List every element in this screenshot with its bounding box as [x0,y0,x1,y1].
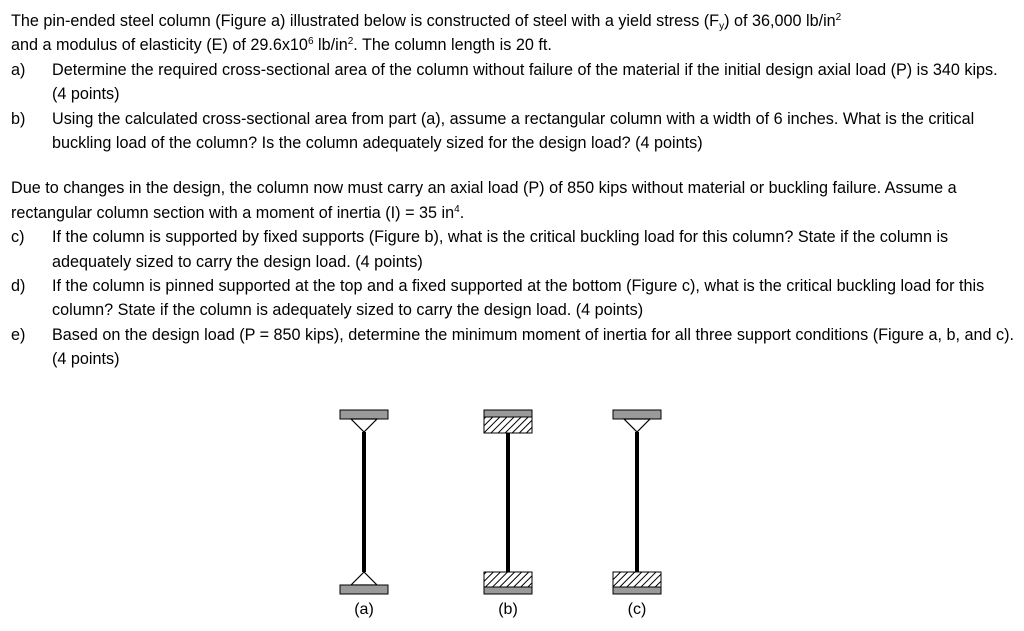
bottom-fixed-support [613,572,661,587]
part-a-text: Determine the required cross-sectional area of the column without failure of the material if the initial design axial load (P) is 340 kips. (4 points) [52,60,998,104]
unit-exponent: 2 [835,12,842,23]
top-pin-plate [613,410,661,419]
figure-a-pinned-column [340,410,388,618]
part-e-label: e) [11,325,26,344]
part-d-text: If the column is pinned supported at the top and a fixed supported at the bottom (Figure c), what is the critical buckling load for this column? State if the column is adequately sized to carry the design load. (4 points) [52,277,985,320]
part-b [11,107,1016,156]
bottom-pin-triangle [351,572,377,585]
intro-text-2: ) of 36,000 lb/in [724,12,836,30]
intro-text-4: lb/in [313,36,348,55]
yield-subscript: y [719,21,725,32]
intro-text-1: The pin-ended steel column (Figure a) illustrated below is constructed of steel with a yield stress (F [11,12,720,30]
design-change-text: Due to changes in the design, the column now must carry an axial load (P) of 850 kips without material or buckling failure. Assume a rectangular column section with a moment of inertia (I) = 35 in [11,179,957,222]
figure-c-caption: (c) [627,601,647,618]
part-b-label: b) [11,109,26,128]
part-d-label: d) [11,277,26,296]
figure-c-pinned-fixed-column [613,410,661,618]
problem-text [11,9,1016,372]
part-c-text: If the column is supported by fixed supports (Figure b), what is the critical buckling load for this column? State if the column is adequately sized to carry the design load. (4 points) [52,228,949,271]
modulus-exponent: 6 [307,36,314,48]
bottom-fixed-support [484,572,532,587]
figure-b-fixed-column [484,410,532,618]
inertia-exponent: 4 [454,203,460,215]
part-c-label: c) [11,228,25,247]
intro-text-3: and a modulus of elasticity (E) of 29.6x10 [11,36,308,55]
part-d [11,274,1016,323]
top-fixed-support [484,417,532,433]
part-e [11,323,1016,372]
design-change-end: . [459,203,465,222]
part-b-text: Using the calculated cross-sectional area from part (a), assume a rectangular column with a width of 6 inches. What is the critical buckling load of the column? Is the column adequately sized for the design load? (4 points) [52,109,975,153]
part-c [11,225,1016,274]
part-e-text: Based on the design load (P = 850 kips), determine the minimum moment of inertia for all three support conditions (Figure a, b, and c). (4 points) [52,325,1015,369]
design-change-paragraph [11,176,1016,225]
part-a-label: a) [11,60,26,79]
figure-a-caption: (a) [354,601,374,618]
part-a [11,58,1016,107]
unit-exponent: 2 [347,36,354,48]
top-pin-triangle [351,419,377,432]
column-figures [0,400,1024,631]
figure-b-caption: (b) [498,601,518,618]
bottom-fixed-plate [484,587,532,594]
intro-paragraph [11,9,1016,58]
top-pin-triangle [624,419,650,432]
top-fixed-plate [484,410,532,417]
intro-text-5: . The column length is 20 ft. [353,36,552,55]
bottom-pin-plate [340,585,388,594]
top-pin-plate [340,410,388,419]
bottom-fixed-plate [613,587,661,594]
